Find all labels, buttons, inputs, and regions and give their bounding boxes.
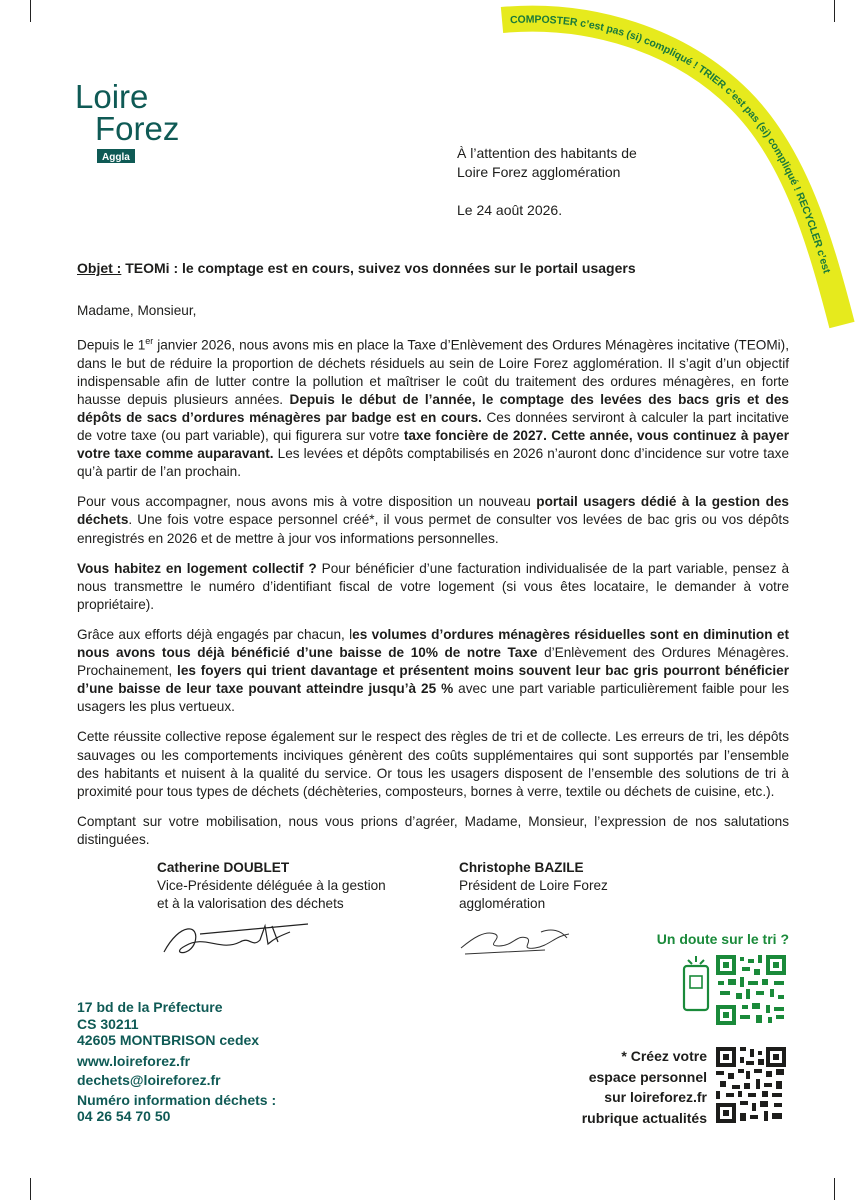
contact-block [77,999,377,1125]
logo-line2: Forez [95,110,180,147]
signatory-2-name: Christophe BAZILE [459,860,584,875]
subject-text: TEOMi : le comptage est en cours, suivez vos données sur le portail usagers [121,260,636,276]
recipient-block [457,144,757,182]
website-link[interactable]: www.loireforez.fr [77,1052,191,1069]
recipient-line1: À l’attention des habitants de [457,145,637,161]
salutation: Madame, Monsieur, [77,303,197,318]
portal-note: * Créez votre espace personnel sur loireforez.fr rubrique actualités [581,1048,707,1126]
ribbon-text: COMPOSTER c’est pas (si) compliqué ! TRIER c’est pas (si) compliqué ! RECYCLER c’est [509,13,833,275]
address-line: 42605 MONTBRISON cedex [77,1032,260,1048]
phone-scan-icon [680,952,714,1014]
recipient-line2: Loire Forez agglomération [457,164,621,180]
paragraph-4: Grâce aux efforts déjà engagés par chacun, les volumes d’ordures ménagères résiduelles sont en diminution et nous avons tous déjà bénéficié d’une baisse de 10% de notre Taxe d’Enlèvement des Ordures Ménagères. Prochainement, les foyers qui trient davantage et présentent moins souvent leur bac gris pourront bénéficier d’une baisse de leur taxe pouvant atteindre jusqu’à 25 % avec une part variable particulièrement faible pour les usagers les plus vertueux. [77,626,789,715]
signatory-1-role: Vice-Présidente déléguée à la gestion [157,878,386,893]
phone-label: Numéro information déchets : [77,1091,277,1108]
paragraph-1: Depuis le 1er janvier 2026, nous avons mis en place la Taxe d’Enlèvement des Ordures Ménagères incitative (TEOMi), dans le but de réduire la proportion de déchets résiduels au sein de Loire Forez agglomération. Il s’agit d’un objectif indispensable afin de lutter contre la pollution et maîtriser le coût du traitement des ordures ménagères, en forte hausse depuis plusieurs années. Depuis le début de l’année, le comptage des levées des bacs gris et des dépôts de sacs d’ordures ménagères par badge est en cours. Ces données serviront à calculer la part incitative de votre taxe (ou part variable), qui figurera sur votre taxe foncière de 2027. Cette année, vous continuez à payer votre taxe comme auparavant. Les levées et dépôts comptabilisés en 2026 n’auront donc d’incidence sur votre taxe qu’à partir de l’an prochain. [77,336,790,480]
signatory-1-role: et à la valorisation des déchets [157,896,344,911]
signatory-2-role: Président de Loire Forez [459,878,608,893]
tri-prompt: Un doute sur le tri ? [656,931,789,947]
email-link[interactable]: dechets@loireforez.fr [77,1072,221,1088]
paragraph-5: Cette réussite collective repose également sur le respect des règles de tri et de collecte. Les erreurs de tri, les dépôts sauvages ou les comportements inciviques génèrent des coûts supplémentaires qui sont supportés par l’ensemble des habitants et nuisent à la qualité du service. Or tous les usagers disposent de l’ensemble des solutions de tri à proximité pour tous types de déchets (déchèteries, composteurs, bornes à verre, textile ou déchets de cuisine, etc.). [77,729,789,799]
signature-1 [160,912,310,964]
address-line: 17 bd de la Préfecture [77,999,223,1015]
crop-mark [30,1178,31,1200]
paragraph-2: Pour vous accompagner, nous avons mis à votre disposition un nouveau portail usagers dédié à la gestion des déchets. Une fois votre espace personnel créé*, il vous permet de consulter vos levées de bac gris ou vos dépôts enregistrés en 2026 et de mettre à jour vos informations personnelles. [77,494,789,546]
paragraph-3: Vous habitez en logement collectif ? Pour bénéficier d’une facturation individualisée de la part variable, pensez à nous transmettre le numéro d’identifiant fiscal de votre logement (si vous êtes locataire, le demander à votre propriétaire). [77,560,790,612]
logo-line1: Loire [75,78,149,115]
letter-date: Le 24 août 2026. [457,202,563,218]
letter-body [77,302,789,861]
subject-label: Objet : [77,260,122,276]
qr-code-icon[interactable] [716,1047,786,1123]
signatory-2 [459,859,608,913]
signatory-1-name: Catherine DOUBLET [157,860,290,875]
paragraph-6: Comptant sur votre mobilisation, nous vous prions d’agréer, Madame, Monsieur, l’expression de nos salutations distinguées. [77,813,789,847]
crop-mark [834,1178,835,1200]
signature-2 [455,920,575,960]
loire-forez-logo [75,78,215,168]
address-line: CS 30211 [77,1015,139,1032]
signatory-2-role: agglomération [459,896,546,911]
letter-subject [77,260,792,276]
qr-code-icon[interactable] [716,955,786,1025]
crop-mark [30,0,31,22]
logo-badge-text: Aggla [102,152,130,163]
phone-number: 04 26 54 70 50 [77,1108,171,1124]
signatory-1 [157,859,386,913]
